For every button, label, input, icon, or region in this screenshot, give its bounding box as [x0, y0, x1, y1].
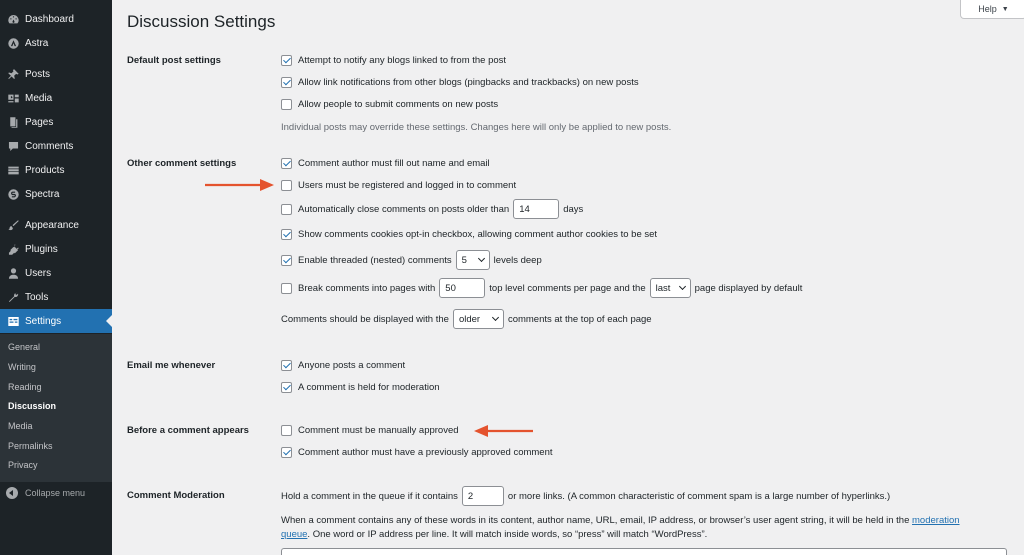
- option-label: Comment author must have a previously approved comment: [298, 447, 553, 458]
- dashboard-icon: [6, 12, 20, 26]
- sidebar-item-label: Media: [25, 92, 53, 104]
- option-label: Hold a comment in the queue if it contains: [281, 490, 458, 502]
- moderation-keys-textarea[interactable]: [281, 548, 1007, 555]
- section-label-default-post: Default post settings: [127, 55, 221, 66]
- sidebar-item-label: Posts: [25, 68, 51, 80]
- sidebar-item-users[interactable]: [0, 262, 112, 284]
- sidebar-item-label: Products: [25, 164, 65, 176]
- comment-icon: [6, 139, 20, 153]
- option-notify-linked-blogs[interactable]: [281, 55, 506, 66]
- collapse-icon: [6, 487, 18, 499]
- sidebar-item-label: Dashboard: [25, 13, 74, 25]
- page-icon: [6, 115, 20, 129]
- option-cookies-optin[interactable]: [281, 229, 657, 240]
- option-email-any-comment[interactable]: [281, 360, 405, 371]
- checkbox-checked[interactable]: [281, 55, 292, 66]
- option-label: Comments should be displayed with the: [281, 313, 449, 325]
- option-label-suffix: page displayed by default: [694, 282, 803, 294]
- option-label: Allow people to submit comments on new posts: [298, 99, 499, 110]
- option-label-suffix: comments at the top of each page: [507, 313, 652, 325]
- sidebar-item-astra[interactable]: [0, 32, 112, 54]
- sidebar-item-comments[interactable]: [0, 135, 112, 157]
- option-label-suffix: or more links. (A common characteristic of comment spam is a large number of hyperlinks.): [507, 490, 891, 502]
- settings-submenu: [0, 334, 112, 482]
- products-icon: [6, 163, 20, 177]
- moderation-description-line2: [281, 529, 707, 540]
- chevron-down-icon: [478, 255, 485, 262]
- checkbox-checked[interactable]: [281, 360, 292, 371]
- checkbox-checked[interactable]: [281, 255, 292, 266]
- sidebar-item-label: Settings: [25, 315, 62, 327]
- astra-icon: [6, 36, 20, 50]
- section-label-before-appears: Before a comment appears: [127, 425, 249, 436]
- option-label-suffix: levels deep: [493, 254, 542, 266]
- section-label-other-comment: Other comment settings: [127, 158, 237, 169]
- checkbox-checked[interactable]: [281, 158, 292, 169]
- current-menu-indicator: [106, 315, 112, 327]
- option-label: Break comments into pages with: [298, 282, 436, 294]
- checkbox-checked[interactable]: [281, 77, 292, 88]
- help-label: Help: [978, 4, 997, 14]
- settings-icon: [6, 314, 20, 328]
- user-icon: [6, 266, 20, 280]
- option-label: Show comments cookies opt-in checkbox, allowing comment author cookies to be set: [298, 229, 658, 240]
- option-paged-comments: [281, 278, 802, 298]
- option-allow-pingbacks[interactable]: [281, 77, 639, 88]
- checkbox-unchecked[interactable]: [281, 204, 292, 215]
- admin-sidebar: [0, 0, 112, 555]
- max-links-input[interactable]: 2: [462, 486, 504, 506]
- option-hold-links: [281, 486, 890, 506]
- option-threaded-comments: [281, 250, 542, 270]
- checkbox-unchecked[interactable]: [281, 283, 292, 294]
- option-auto-close: [281, 199, 583, 219]
- help-button[interactable]: [960, 0, 1024, 19]
- caret-down-icon: ▼: [1001, 5, 1009, 13]
- sidebar-item-label: Pages: [25, 116, 54, 128]
- sidebar-item-settings[interactable]: [0, 309, 112, 333]
- collapse-menu-button[interactable]: [0, 485, 85, 501]
- section-label-email: Email me whenever: [127, 360, 216, 371]
- sidebar-item-products[interactable]: [0, 159, 112, 181]
- sidebar-item-label: Spectra: [25, 188, 60, 200]
- checkbox-unchecked[interactable]: [281, 425, 292, 436]
- collapse-label: Collapse menu: [25, 488, 86, 498]
- option-email-moderation[interactable]: [281, 382, 440, 393]
- spectra-icon: [6, 187, 20, 201]
- comments-per-page-input[interactable]: 50: [439, 278, 485, 298]
- checkbox-checked[interactable]: [281, 382, 292, 393]
- sidebar-item-pages[interactable]: [0, 111, 112, 133]
- sidebar-item-appearance[interactable]: [0, 214, 112, 236]
- select-value: older: [458, 313, 481, 325]
- sidebar-item-label: Appearance: [25, 219, 79, 231]
- brush-icon: [6, 218, 20, 232]
- submenu-item-reading[interactable]: Reading: [8, 382, 42, 392]
- option-comment-order: [281, 309, 652, 329]
- sidebar-item-media[interactable]: [0, 87, 112, 109]
- select-value: last: [655, 282, 671, 294]
- sidebar-item-plugins[interactable]: [0, 238, 112, 260]
- sidebar-item-label: Users: [25, 267, 52, 279]
- option-require-name-email[interactable]: [281, 158, 490, 169]
- sidebar-item-spectra[interactable]: [0, 183, 112, 205]
- option-allow-comments[interactable]: [281, 99, 498, 110]
- submenu-item-permalinks[interactable]: Permalinks: [8, 441, 53, 451]
- checkbox-checked[interactable]: [281, 447, 292, 458]
- description-text: When a comment contains any of these words in its content, author name, URL, email, IP address, or browser’s user agent string, it will be held in the: [281, 515, 910, 526]
- section-label-moderation: Comment Moderation: [127, 490, 225, 501]
- sidebar-item-label: Comments: [25, 140, 74, 152]
- page-title: Discussion Settings: [127, 12, 276, 31]
- annotation-arrow-right: [204, 177, 276, 193]
- sidebar-item-label: Tools: [25, 291, 49, 303]
- sidebar-item-posts[interactable]: [0, 63, 112, 85]
- default-page-select[interactable]: [650, 278, 691, 298]
- moderation-queue-link[interactable]: queue: [281, 529, 308, 540]
- comment-order-select[interactable]: [453, 309, 504, 329]
- pin-icon: [6, 67, 20, 81]
- moderation-description-line1: [281, 515, 960, 526]
- checkbox-unchecked[interactable]: [281, 180, 292, 191]
- thread-depth-select[interactable]: [456, 250, 490, 270]
- annotation-arrow-left: [472, 423, 534, 439]
- chevron-down-icon: [492, 314, 499, 321]
- select-value: 5: [461, 254, 467, 266]
- sidebar-item-label: Astra: [25, 37, 49, 49]
- checkbox-unchecked[interactable]: [281, 99, 292, 110]
- option-require-registration[interactable]: [281, 180, 516, 191]
- option-manual-approval[interactable]: [281, 425, 459, 436]
- option-label: A comment is held for moderation: [298, 382, 440, 393]
- option-previously-approved[interactable]: [281, 447, 553, 458]
- submenu-item-writing[interactable]: Writing: [8, 362, 36, 372]
- moderation-queue-link[interactable]: moderation: [912, 515, 960, 526]
- sidebar-item-dashboard[interactable]: [0, 8, 112, 30]
- chevron-down-icon: [679, 283, 686, 290]
- description-text: . One word or IP address per line. It will match inside words, so “press” will match “WordPress”.: [307, 529, 708, 540]
- option-label: Automatically close comments on posts older than: [298, 203, 510, 215]
- close-days-input[interactable]: 14: [513, 199, 559, 219]
- submenu-item-general[interactable]: General: [8, 342, 41, 352]
- option-label: Users must be registered and logged in to comment: [298, 180, 517, 191]
- option-label: Enable threaded (nested) comments: [298, 254, 452, 266]
- media-icon: [6, 91, 20, 105]
- wrench-icon: [6, 290, 20, 304]
- checkbox-checked[interactable]: [281, 229, 292, 240]
- sidebar-item-tools[interactable]: [0, 286, 112, 308]
- option-label: Attempt to notify any blogs linked to from the post: [298, 55, 507, 66]
- option-label: Anyone posts a comment: [298, 360, 406, 371]
- submenu-item-discussion[interactable]: Discussion: [8, 401, 57, 411]
- option-label-suffix: days: [563, 203, 584, 215]
- submenu-item-privacy[interactable]: Privacy: [8, 460, 38, 470]
- option-label: Allow link notifications from other blogs (pingbacks and trackbacks) on new posts: [298, 77, 639, 88]
- option-label: Comment must be manually approved: [298, 425, 459, 436]
- option-label-middle: top level comments per page and the: [489, 282, 646, 294]
- submenu-item-media[interactable]: Media: [8, 421, 33, 431]
- default-post-note: Individual posts may override these settings. Changes here will only be applied to new posts.: [281, 122, 672, 133]
- plugin-icon: [6, 242, 20, 256]
- option-label: Comment author must fill out name and email: [298, 158, 490, 169]
- sidebar-item-label: Plugins: [25, 243, 58, 255]
